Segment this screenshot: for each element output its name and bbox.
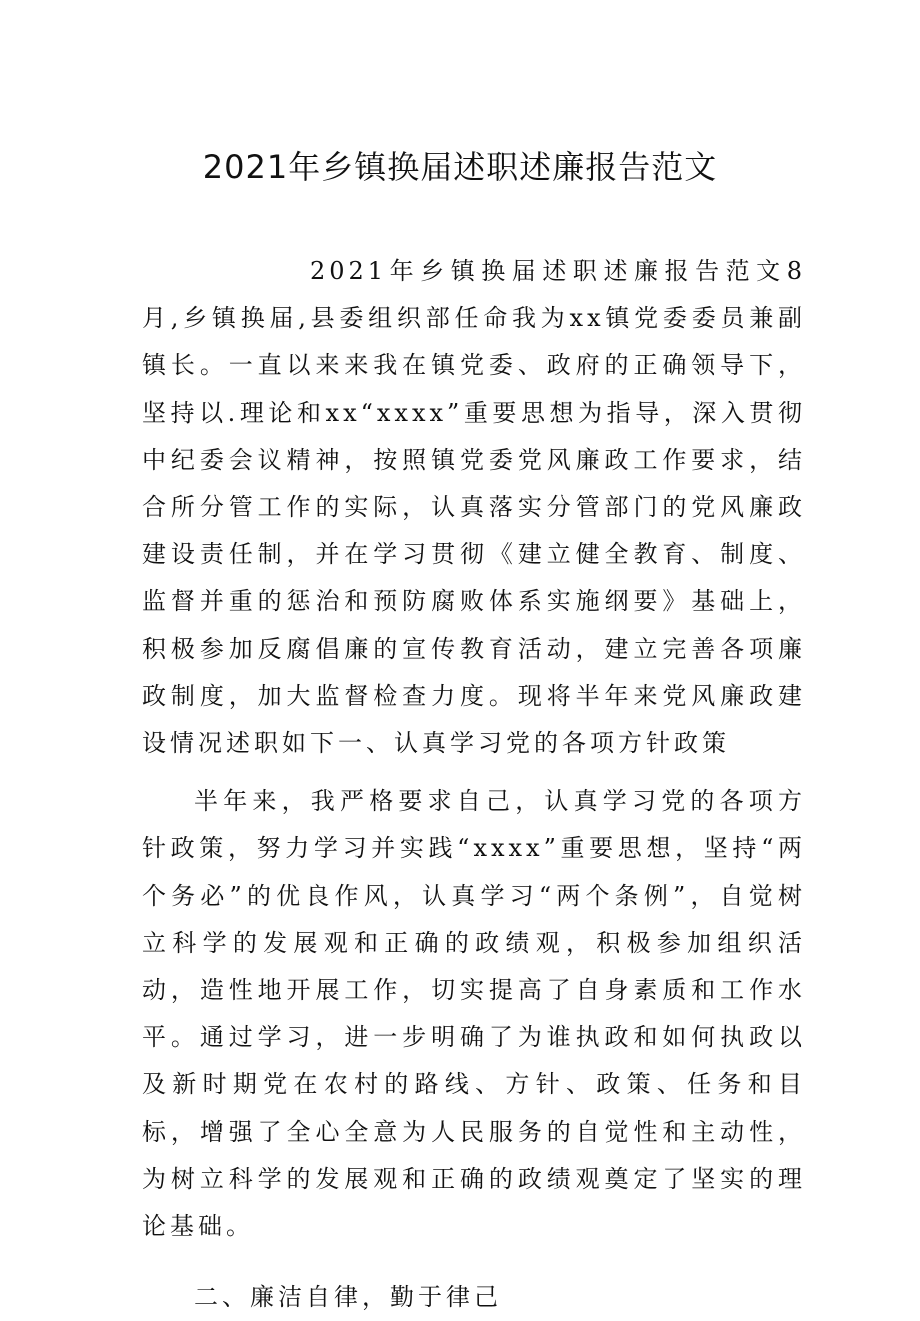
paragraph-study: 半年来，我严格要求自己，认真学习党的各项方针政策，努力学习并实践“xxxx”重要思想，坚持“两个务必”的优良作风，认真学习“两个条例”，自觉树立科学的发展观和正确的政绩观，积极参加组织活动，造性地开展工作，切实提高了自身素质和工作水平。通过学习，进一步明确了为谁执政和如何执政以及新时期党在农村的路线、方针、政策、任务和目标，增强了全心全意为人民服务的自觉性和主动性，为树立科学的发展观和正确的政绩观奠定了坚实的理论基础。 xyxy=(142,787,806,1241)
paragraph-intro: 2021年乡镇换届述职述廉报告范文8月,乡镇换届,县委组织部任命我为xx镇党委委员兼副镇长。一直以来来我在镇党委、政府的正确领导下，坚持以.理论和xx“xxxx”重要思想为指导，深入贯彻中纪委会议精神，按照镇党委党风廉政工作要求，结合所分管工作的实际，认真落实分管部门的党风廉政建设责任制，并在学习贯彻《建立健全教育、制度、监督并重的惩治和预防腐败体系实施纲要》基础上，积极参加反腐倡廉的宣传教育活动，建立完善各项廉政制度，加大监督检查力度。现将半年来党风廉政建设情况述职如下一、认真学习党的各项方针政策 xyxy=(142,257,806,758)
section-heading: 二、廉洁自律，勤于律己 xyxy=(194,1283,502,1312)
document-body xyxy=(142,248,806,1321)
document-title: 2021年乡镇换届述职述廉报告范文 xyxy=(202,148,718,186)
